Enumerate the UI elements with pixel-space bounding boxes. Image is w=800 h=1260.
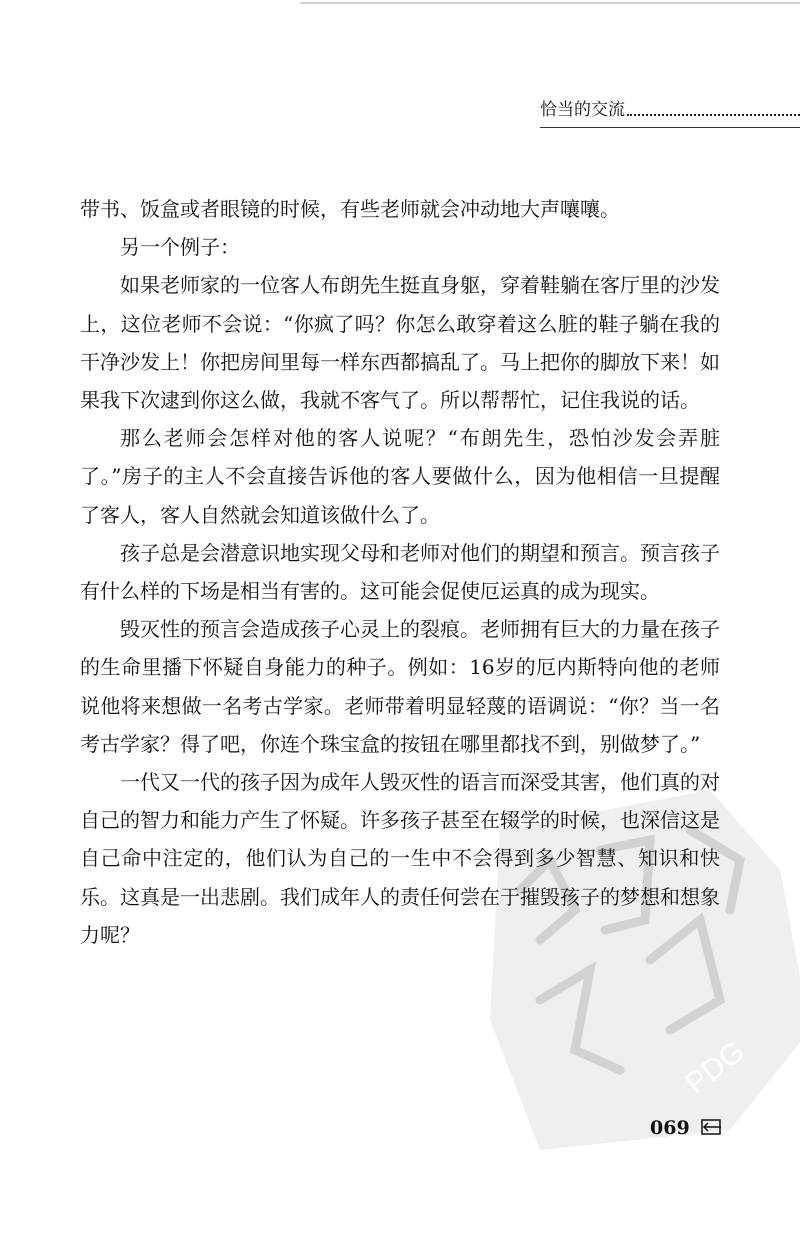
running-header [540,100,800,120]
running-header-leader-dots [627,114,800,116]
left-arrow-icon [700,1118,724,1136]
watermark-pdg-text: PDG [679,1034,751,1101]
paragraph: 另一个例子： [120,235,240,260]
paragraph: 一代又一代的孩子因为成年人毁灭性的语言而深受其害，他们真的对自己的智力和能力产生了怀疑。许多孩子甚至在辍学的时候，也深信这是自己命中注定的，他们认为自己的一生中不会得到多少智慧、知识和快乐。这真是一出悲剧。我们成年人的责任何尝在于摧毁孩子的梦想和想象力呢？ [80,770,720,947]
top-scan-rule [300,2,800,4]
paragraph: 那么老师会怎样对他的客人说呢？“布朗先生，恐怕沙发会弄脏了。”房子的主人不会直接告诉他的客人要做什么，因为他相信一旦提醒了客人，客人自然就会知道该做什么了。 [80,426,720,527]
paragraph: 孩子总是会潜意识地实现父母和老师对他们的期望和预言。预言孩子有什么样的下场是相当有害的。这可能会促使厄运真的成为现实。 [80,540,720,604]
paragraph: 毁灭性的预言会造成孩子心灵上的裂痕。老师拥有巨大的力量在孩子的生命里播下怀疑自身能力的种子。例如：16岁的厄内斯特向他的老师说他将来想做一名考古学家。老师带着明显轻蔑的语调说：“你？当一名考古学家？得了吧，你连个珠宝盒的按钮在哪里都找不到，别做梦了。” [80,617,720,756]
paragraph: 如果老师家的一位客人布朗先生挺直身躯，穿着鞋躺在客厅里的沙发上，这位老师不会说：“你疯了吗？你怎么敢穿着这么脏的鞋子躺在我的干净沙发上！你把房间里每一样东西都搞乱了。马上把你的脚放下来！如果我下次逮到你这么做，我就不客气了。所以帮帮忙，记住我说的话。 [80,273,720,413]
body-text [80,190,720,954]
paragraph: 带书、饭盒或者眼镜的时候，有些老师就会冲动地大声嚷嚷。 [80,197,620,221]
running-header-title: 恰当的交流 [540,100,625,120]
header-rule [540,127,800,128]
page-number: 069 [650,1117,690,1139]
